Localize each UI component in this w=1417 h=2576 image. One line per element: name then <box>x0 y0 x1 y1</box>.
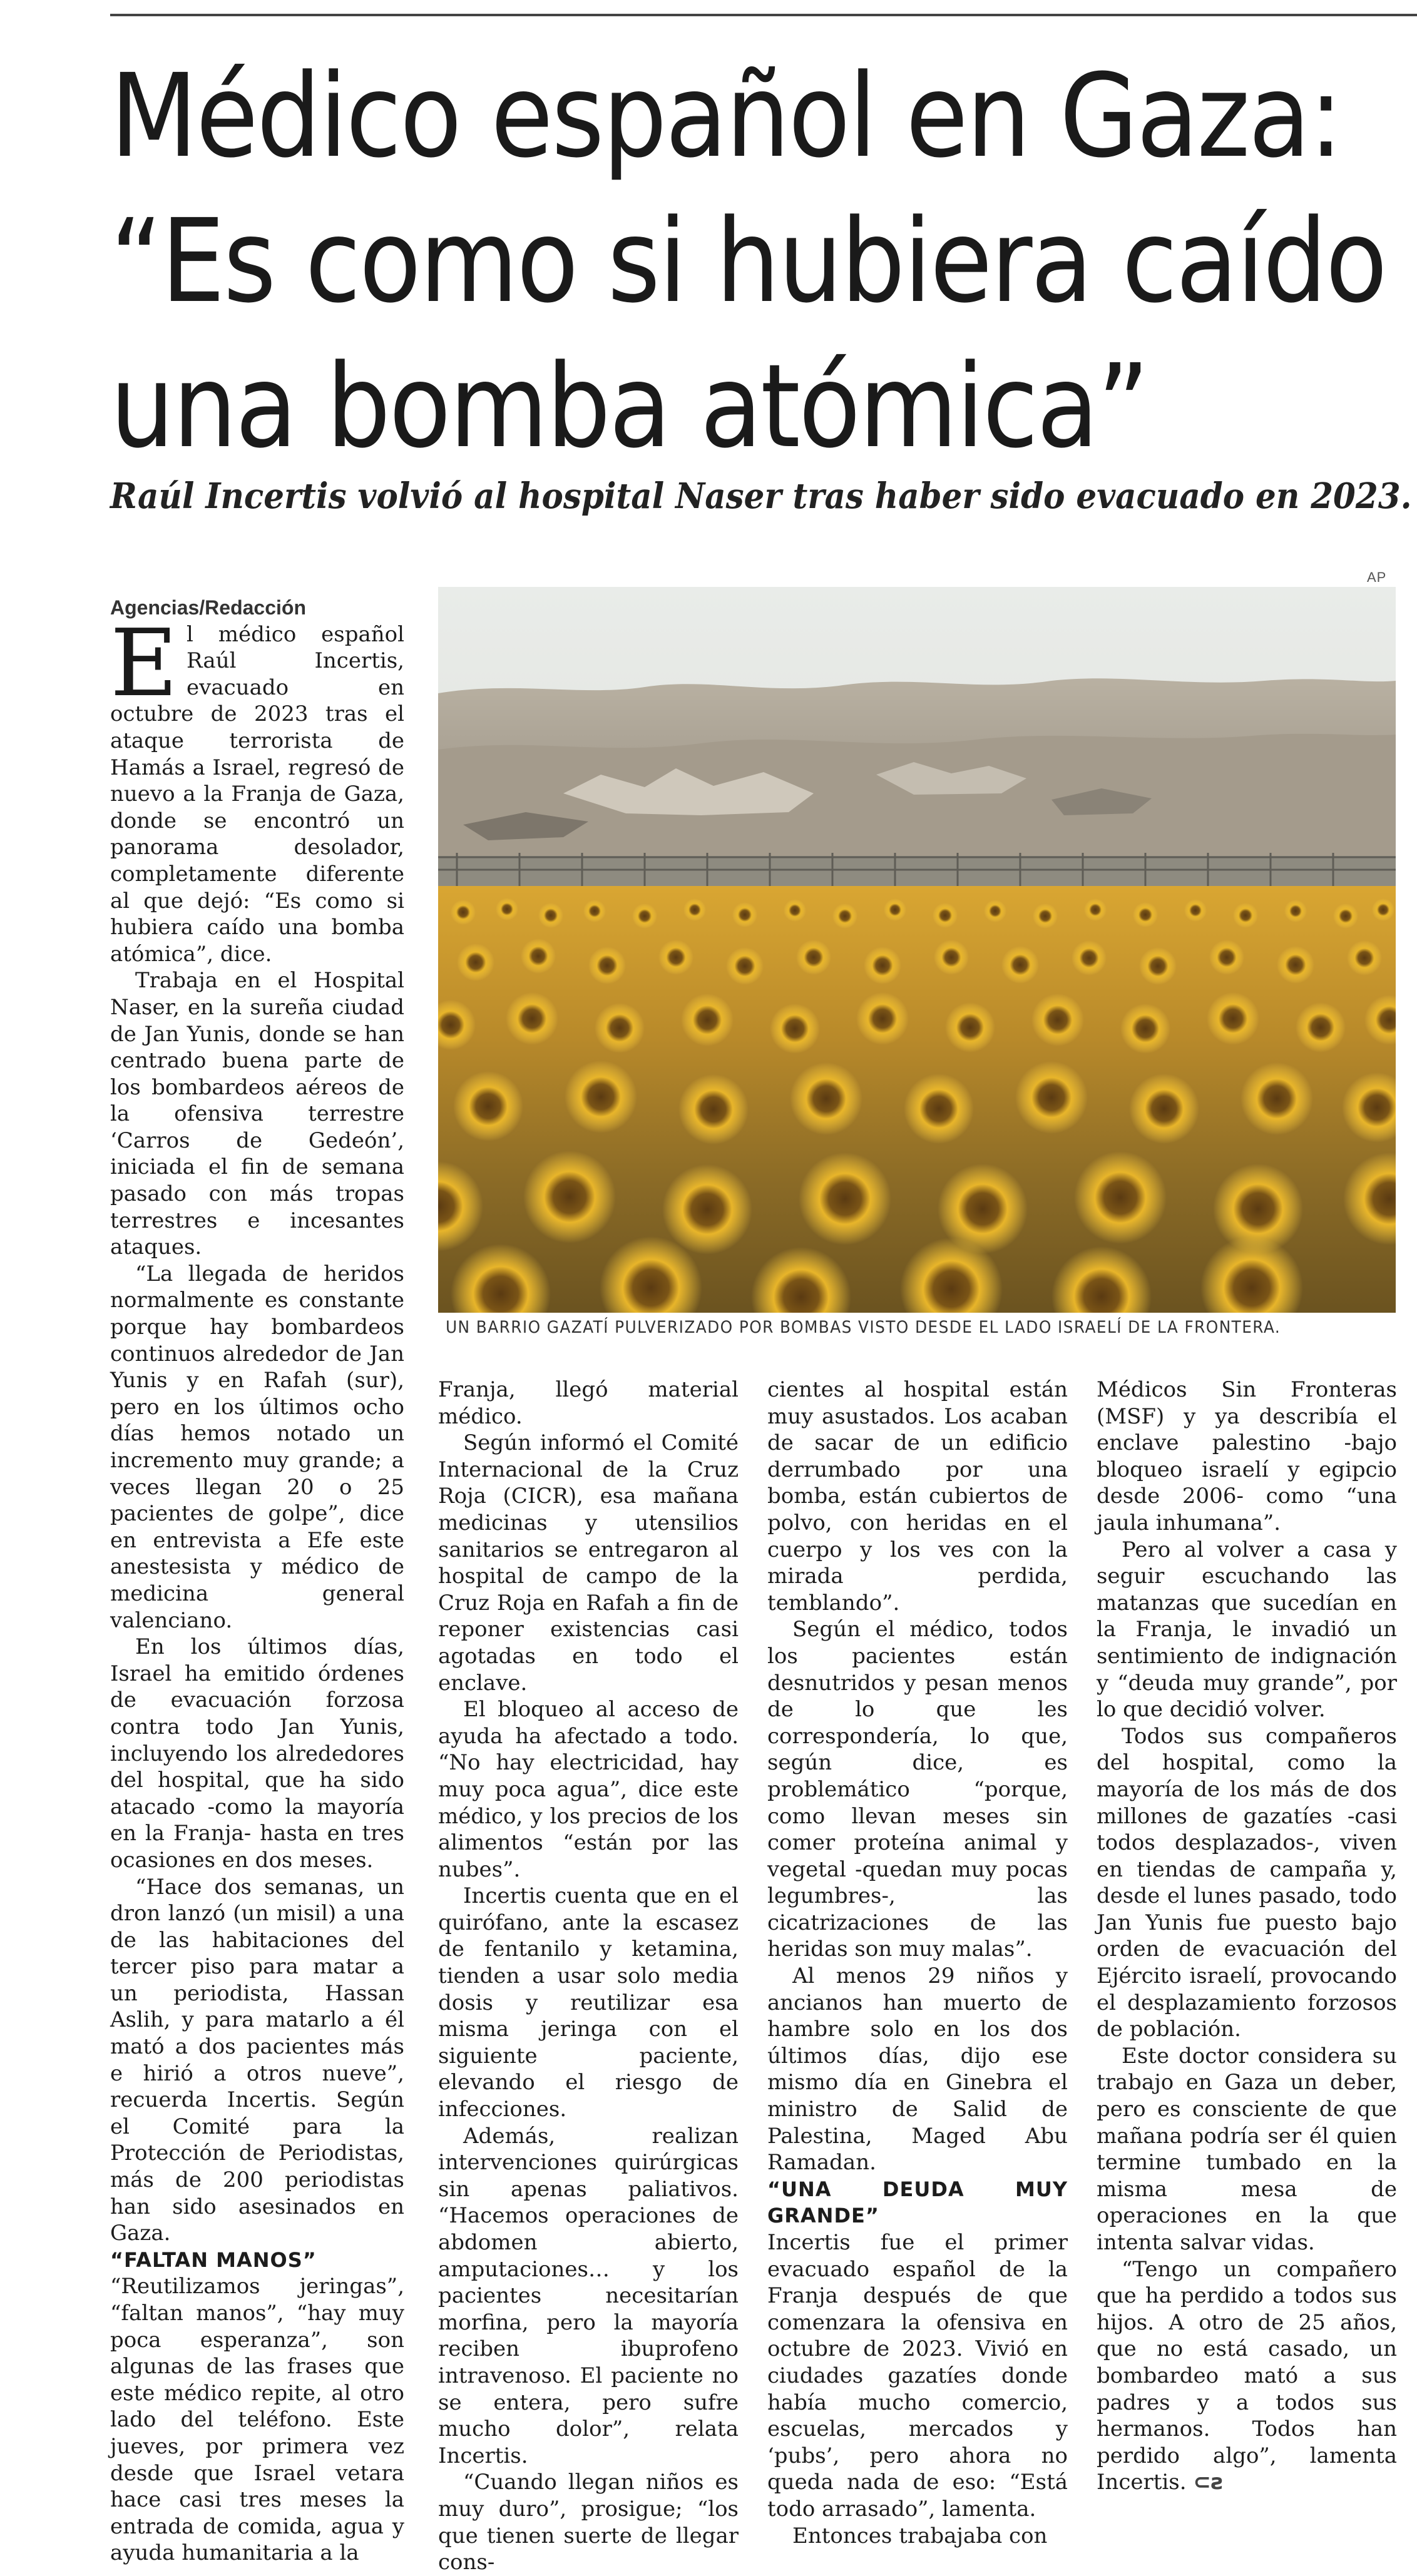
paragraph: Incertis cuenta que en el quirófano, ante la escasez de fentanilo y ketamina, tienden a usar solo media dosis y reutilizar esa misma jeringa con el siguiente paciente, elevando el riesgo de infecciones. <box>438 1883 739 2122</box>
paragraph: En los últimos días, Israel ha emitido órdenes de evacuación forzosa contra todo Jan Yunis, incluyendo los alrededores del hospital, que ha sido atacado -como la mayoría en la Franja- hasta en tres ocasiones en dos meses. <box>110 1634 404 1873</box>
paragraph: Además, realizan intervenciones quirúrgicas sin apenas paliativos. “Hacemos operaciones de abdomen abierto, amputaciones… y los pacientes necesitarían morfina, pero la mayoría reciben ibuprofeno intravenoso. El paciente no se entera, pero sufre mucho dolor”, relata Incertis. <box>438 2123 739 2468</box>
section-heading-una-deuda-muy-grande: “UNA DEUDA MUY GRANDE” <box>767 2177 1068 2228</box>
paragraph <box>110 609 404 968</box>
paragraph: Pero al volver a casa y seguir escuchando las matanzas que sucedían en la Franja, le invadió un sentimiento de indignación y “deuda muy grande”, por lo que decidió volver. <box>1097 1537 1397 1723</box>
column-2 <box>438 1377 739 2576</box>
subhead: Raúl Incertis volvió al hospital Naser tras haber sido evacuado en 2023. <box>110 476 1412 517</box>
paragraph: “La llegada de heridos normalmente es constante porque hay bombardeos continuos alrededor de Jan Yunis y en Rafah (sur), pero en los últimos ocho días hemos notado un incremento muy grande; a veces llegan 20 o 25 pacientes de golpe”, dice en entrevista a Efe este anestesista y médico de medicina general valenciano. <box>110 1261 404 1633</box>
paragraph: Incertis fue el primer evacuado español de la Franja después de que comenzara la ofensiva en octubre de 2023. Vivió en ciudades gazatíes donde había mucho comercio, escuelas, mercados y ‘pubs’, pero ahora no queda nada de eso: “Está todo arrasado”, lamenta. <box>767 2230 1068 2522</box>
paragraph: Entonces trabajaba con <box>792 2523 1048 2548</box>
paragraph: Este doctor considera su trabajo en Gaza un deber, pero es consciente de que mañana podría ser él quien termine tumbado en la misma mesa de operaciones en la que intenta salvar vidas. <box>1097 2043 1397 2255</box>
top-rule <box>110 14 1417 16</box>
column-4 <box>1097 1377 1397 2496</box>
paragraph: “Reutilizamos jeringas”, “faltan manos”, “hay muy poca esperanza”, son algunas de las frases que este médico repite, al otro lado del teléfono. Este jueves, por primera vez desde que Israel vetara hace casi tres meses la entrada de comida, agua y ayuda humanitaria a la <box>110 2274 404 2566</box>
drop-cap: E <box>110 609 178 717</box>
headline-line-2: “Es como si hubiera caído <box>110 195 1386 328</box>
photo-credit: AP <box>1367 569 1387 585</box>
paragraph: Franja, llegó material médico. <box>438 1377 739 1429</box>
section-heading-faltan-manos: “FALTAN MANOS” <box>110 2248 317 2272</box>
paragraph: cientes al hospital están muy asustados. Los acaban de sacar de un edificio derrumbado por una bomba, están cubiertos de polvo, con heridas en el cuerpo y los ves con la mirada perdida, temblando”. <box>767 1377 1068 1616</box>
paragraph: Todos sus compañeros del hospital, como la mayoría de los más de dos millones de gazatíes -casi todos desplazados-, viven en tiendas de campaña y, desde el lunes pasado, todo Jan Yunis fue puesto bajo orden de evacuación del Ejército israelí, provocando el desplazamiento forzosos de población. <box>1097 1723 1397 2042</box>
paragraph: Médicos Sin Fronteras (MSF) y ya describía el enclave palestino -bajo bloqueo israelí y egipcio desde 2006- como “una jaula inhumana”. <box>1097 1377 1397 1535</box>
paragraph-text: l médico español Raúl Incertis, evacuado en octubre de 2023 tras el ataque terrorista de Hamás a Israel, regresó de nuevo a la Franja de Gaza, donde se encontró un panorama desolador, completamente diferente al que dejó: “Es como si hubiera caído una bomba atómica”, dice. <box>110 621 404 967</box>
photo-caption: UN BARRIO GAZATÍ PULVERIZADO POR BOMBAS VISTO DESDE EL LADO ISRAELÍ DE LA FRONTERA. <box>446 1318 1281 1337</box>
paragraph: “Hace dos semanas, un dron lanzó (un misil) a una de las habitaciones del tercer piso para matar a un periodista, Hassan Aslih, y para matarlo a él mató a dos pacientes más e hirió a otros nueve”, recuerda Incertis. Según el Comité para la Protección de Periodistas, más de 200 periodistas han sido asesinados en Gaza. <box>110 1874 404 2246</box>
article-photo <box>438 587 1396 1313</box>
paragraph: El bloqueo al acceso de ayuda ha afectado a todo. “No hay electricidad, hay muy poca agua”, dice este médico, y los precios de los alimentos “están por las nubes”. <box>438 1697 739 1882</box>
paragraph-text: “Tengo un compañero que ha perdido a todos sus hijos. A otro de 25 años, que no está casado, un bombardeo mató a sus padres y a todos sus hermanos. Todos han perdido algo”, lamenta Incertis. <box>1097 2256 1397 2495</box>
end-mark-icon: ⊂ƨ <box>1193 2470 1224 2495</box>
paragraph: “Cuando llegan niños es muy duro”, prosigue; “los que tienen suerte de llegar cons- <box>438 2470 739 2575</box>
column-3 <box>767 1377 1068 2549</box>
headline-line-1: Médico español en Gaza: <box>110 49 1342 183</box>
column-1 <box>110 594 404 2567</box>
headline-line-3: una bomba atómica” <box>110 340 1148 474</box>
byline: Agencias/Redacción <box>110 596 306 619</box>
paragraph: Al menos 29 niños y ancianos han muerto de hambre solo en los dos últimos días, dijo ese mismo día en Ginebra el ministro de Salid de Palestina, Maged Abu Ramadan. <box>767 1963 1068 2176</box>
headline <box>110 44 1386 479</box>
paragraph <box>1097 2256 1397 2496</box>
paragraph: Según informó el Comité Internacional de la Cruz Roja (CICR), esa mañana medicinas y utensilios sanitarios se entregaron al hospital de campo de la Cruz Roja en Rafah a fin de reponer existencias casi agotadas en todo el enclave. <box>438 1430 739 1696</box>
paragraph: Según el médico, todos los pacientes están desnutridos y pesan menos de lo que les correspondería, lo que, según dice, es problemático “porque, como llevan meses sin comer proteína animal y vegetal -quedan muy pocas legumbres-, las cicatrizaciones de las heridas son muy malas”. <box>767 1617 1068 1962</box>
paragraph: Trabaja en el Hospital Naser, en la sureña ciudad de Jan Yunis, donde se han centrado buena parte de los bombardeos aéreos de la ofensiva terrestre ‘Carros de Gedeón’, iniciada el fin de semana pasado con más tropas terrestres e incesantes ataques. <box>110 968 404 1260</box>
